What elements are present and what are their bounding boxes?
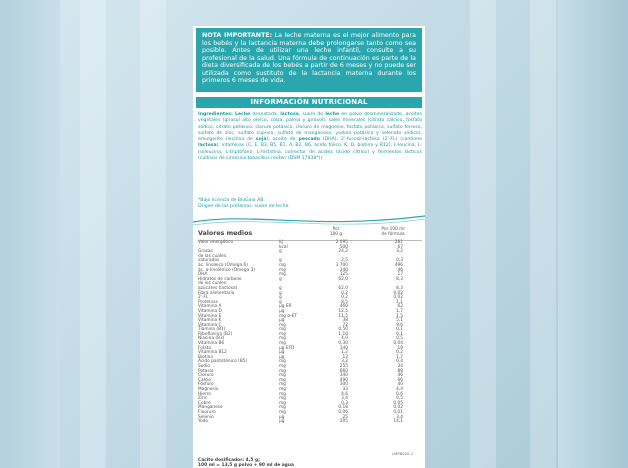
nutrient-name: Tiamina (B1): [198, 327, 226, 333]
nutrient-name: Fósforo: [198, 382, 214, 388]
nutrient-name: Proteínas: [198, 299, 218, 305]
value-per-100ml: 62: [397, 304, 403, 310]
nutrient-unit: mg: [279, 267, 286, 273]
column-header-per-100ml: [368, 228, 418, 237]
value-per-100ml: 1,7: [396, 308, 403, 314]
value-per-100g: 24,2: [338, 249, 348, 255]
value-per-100g: 1,10: [338, 331, 348, 337]
value-per-100g: 0,30: [338, 341, 348, 347]
nutrient-name: Sodio: [198, 364, 210, 370]
value-per-100g: 11,5: [338, 313, 348, 319]
column-header-per-100g: [316, 228, 356, 237]
nutrient-name: Niacina (B3): [198, 336, 225, 342]
value-per-100ml: 34: [397, 364, 403, 370]
nutrient-name: azúcares (lactosa): [198, 285, 238, 291]
value-per-100ml: 281: [394, 240, 403, 245]
value-per-100g: 0,2: [341, 290, 348, 296]
value-per-100ml: 0,02: [393, 290, 403, 296]
value-per-100ml: 496: [394, 262, 403, 268]
value-per-100ml: 0,1: [396, 327, 403, 333]
value-per-100ml: 8,3: [396, 285, 403, 291]
nutrient-name: Hierro: [198, 391, 212, 397]
nutrient-unit: mg: [279, 272, 286, 278]
important-note: [196, 28, 422, 92]
nutrient-name: Hidratos de carbono: [198, 276, 242, 282]
nutrient-unit: mg: [279, 409, 286, 415]
value-per-100ml: 0,01: [393, 409, 403, 415]
nutrient-unit: mg: [279, 400, 286, 406]
ingredients-footnotes: [198, 198, 422, 211]
nutrient-unit: mg: [279, 359, 286, 365]
value-per-100ml: 40: [397, 382, 403, 388]
nutrient-unit: µg: [279, 419, 285, 425]
value-per-100g: 72: [342, 322, 348, 328]
nutrient-unit: mg: [279, 387, 286, 392]
value-per-100ml: 0,04: [393, 341, 403, 347]
value-per-100g: 2 095: [335, 240, 348, 245]
nutrition-info-title: INFORMACIÓN NUTRICIONAL: [196, 97, 422, 108]
nutrient-name: Vitamina D: [198, 308, 222, 314]
background-stripe: [140, 0, 166, 468]
bacterium-name: Limosilactobacillus reuteri: [226, 156, 287, 162]
nutrient-name: 2'-FL: [198, 295, 209, 301]
table-title: Valores medios: [198, 230, 253, 237]
value-per-100ml: 46: [397, 267, 403, 273]
nutrient-name: Calcio: [198, 377, 212, 383]
value-per-100g: 2,5: [341, 258, 348, 264]
value-per-100ml: 0,6: [396, 391, 403, 397]
value-per-100ml: 1,5: [396, 313, 403, 319]
nutrient-unit: mg: [279, 336, 286, 342]
nutrient-name: Magnesio: [198, 387, 219, 392]
value-per-100g: 8,5: [341, 299, 348, 305]
value-per-100ml: 0,02: [393, 295, 403, 301]
value-per-100g: 0,18: [338, 405, 348, 411]
allergen-pescado: pescado: [298, 137, 320, 143]
nutrient-name: Fibra alimentaria: [198, 290, 235, 296]
nutrient-unit: kcal: [279, 244, 288, 250]
nutrient-name: de los cuales:: [198, 281, 228, 287]
value-per-100ml: 0,5: [396, 396, 403, 402]
value-per-100g: 0,2: [341, 295, 348, 301]
table-body: [198, 241, 422, 425]
nutrient-name: saturadas: [198, 258, 220, 264]
allergen-soja: soja: [255, 137, 267, 143]
nutrient-name: Vitamina C: [198, 322, 222, 328]
column-header-line: Por: [332, 227, 340, 232]
nutrient-unit: mg: [279, 377, 286, 383]
note-text: La leche materna es el mejor alimento para los bebés y la lactancia materna debe prolongarse tanto como sea posible. Antes de utilizar una leche infantil, consulte a su profesional de la salud. Una fórmula de continuación es parte de la dieta diversificada de los bebés a partir de 6 meses y no puede ser utilizada como sustituto de la lactancia materna durante los primeros 6 meses de vida.: [202, 32, 416, 84]
value-per-100g: 62,0: [338, 276, 348, 282]
value-per-100ml: 14,1: [393, 419, 403, 425]
nutrient-unit: mg: [279, 322, 286, 328]
allergen-lactosa: lactosa: [280, 112, 299, 117]
background-stripe: [470, 0, 496, 468]
value-per-100ml: 0,02: [393, 405, 403, 411]
value-per-100g: 340: [339, 373, 348, 379]
nutrient-unit: µg: [279, 414, 285, 420]
value-per-100ml: 19: [397, 345, 403, 351]
nutrient-unit: µg: [279, 350, 285, 356]
nutrient-name: Vitamina B6: [198, 341, 225, 347]
nutrient-name: ác. α-linolénico (Omega 3): [198, 267, 255, 273]
allergen-leche: Leche: [234, 112, 251, 117]
nutrient-name: Yodo: [198, 419, 209, 425]
allergen-leche: leche: [325, 112, 340, 117]
value-per-100ml: 46: [397, 373, 403, 379]
ingredients-part: desnatada,: [252, 112, 279, 117]
nutrient-name: Vitamina A: [198, 304, 222, 310]
background-stripe: [530, 0, 556, 468]
value-per-100g: 4,6: [341, 391, 348, 397]
dosage-footer: [198, 459, 422, 468]
column-header-line: de fórmula: [381, 231, 405, 237]
nutrient-unit: mg: [279, 396, 286, 402]
value-per-100g: 490: [339, 377, 348, 383]
nutrition-table: [198, 228, 422, 425]
left-background-band: [0, 0, 60, 468]
value-per-100ml: 0,4: [396, 359, 403, 365]
value-per-100ml: 4,4: [396, 387, 403, 392]
value-per-100ml: 0,05: [393, 400, 403, 406]
nutrient-unit: mg: [279, 331, 286, 337]
nutrient-name: Selenio: [198, 414, 214, 420]
nutrient-name: DHA: [198, 272, 208, 278]
value-per-100g: 12,5: [338, 308, 348, 314]
nutrient-name: de las cuales:: [198, 253, 228, 259]
value-per-100ml: 67: [397, 244, 403, 250]
ingredients-text: [198, 112, 422, 210]
value-per-100ml: 9,6: [396, 322, 403, 328]
value-per-100g: 500: [339, 244, 348, 250]
value-per-100g: 0,06: [338, 409, 348, 415]
value-per-100g: 105: [339, 419, 348, 425]
nutrient-unit: mg: [279, 327, 286, 333]
value-per-100g: 125: [339, 272, 348, 278]
value-per-100g: 13: [342, 354, 348, 360]
nutrient-unit: g: [279, 285, 282, 291]
value-per-100g: 4,0: [341, 336, 348, 342]
note-lead: NOTA IMPORTANTE:: [202, 32, 273, 39]
value-per-100g: 460: [339, 304, 348, 310]
ingredients-part: ), vitaminas (C, E, B3, B5, B1, A, B2, B6, ácido fólico, K, D, biotina y B12), L-leucina, L-isoleucina, L-triptófano, L-histidina, corrector de acidez (ácido cítrico) y fermentos lácticos (cultivos de: [198, 143, 422, 162]
value-per-100ml: 8,3: [396, 276, 403, 282]
nutrient-unit: mg: [279, 364, 286, 370]
nutrient-unit: mg: [279, 405, 286, 411]
nutrient-unit: mg α-ET: [279, 313, 298, 319]
nutrient-name: Manganeso: [198, 405, 223, 411]
value-per-100ml: 3,2: [396, 249, 403, 255]
nutrient-unit: g: [279, 249, 282, 255]
value-per-100g: 340: [339, 267, 348, 273]
value-per-100ml: 66: [397, 377, 403, 383]
column-header-line: Por 100 ml: [381, 227, 405, 232]
nutrient-name: ác. linoleico (Omega 6): [198, 262, 248, 268]
right-background-band: [558, 0, 628, 468]
value-per-100g: 1,2: [341, 350, 348, 356]
product-code: LMP8020-1: [392, 451, 414, 456]
nutrient-unit: µg: [279, 318, 285, 324]
nutrient-unit: g: [279, 295, 282, 301]
background-stripe: [80, 0, 106, 468]
nutrient-name: Zinc: [198, 396, 208, 402]
ingredients-part: en polvo desmineralizado, aceites vegetales (girasol alto oleico, colza, palma y girasol), sales minerales (citrato cálcico, fosfato sódico, citrato potásico, cloruro potásico, cloruro de magnesio, fosfato potásico, sulfato ferroso, sulfato de zinc, sulfato cúprico, sulfato de manganeso, yoduro potásico y selenato sódico), emulgente (lecitina de: [198, 112, 422, 143]
nutrient-name: Riboflavina (B2): [198, 331, 233, 337]
scoop-size: Cacito dosificador: 4,5 g;: [198, 458, 260, 463]
nutrient-name: Valor energético: [198, 240, 234, 245]
ingredients-part: ), aceite de: [266, 137, 296, 143]
value-per-100g: 33: [342, 387, 348, 392]
nutrient-name: Potasio: [198, 368, 214, 374]
license-note: *Bajo licencia de BioGaia AB.: [198, 198, 265, 203]
nutrient-unit: g: [279, 258, 282, 264]
table-row: [198, 420, 422, 425]
value-per-100g: 0,3: [341, 400, 348, 406]
value-per-100g: 140: [339, 345, 348, 351]
ingredients-part: (DHA), 2'-fucosil-lactosa (2'-FL) (contiene: [322, 137, 422, 143]
allergen-lactosa: lactosa: [198, 143, 217, 149]
value-per-100ml: 88: [397, 368, 403, 374]
value-per-100ml: 0,1: [396, 331, 403, 337]
nutrient-unit: mg: [279, 382, 286, 388]
nutrient-unit: mg: [279, 368, 286, 374]
nutrient-unit: mg: [279, 341, 286, 347]
nutrient-unit: mg: [279, 391, 286, 397]
value-per-100g: 3,4: [341, 396, 348, 402]
value-per-100ml: 1,1: [396, 299, 403, 305]
value-per-100g: 300: [339, 382, 348, 388]
nutrient-name: Folato: [198, 345, 212, 351]
nutrient-unit: mg: [279, 262, 286, 268]
nutrient-unit: µg: [279, 308, 285, 314]
nutrient-unit: µg ER: [279, 304, 292, 310]
nutrient-name: Vitamina B12: [198, 350, 227, 356]
ingredients-label: Ingredientes:: [198, 112, 233, 117]
value-per-100ml: 0,3: [396, 258, 403, 264]
nutrient-name: Vitamina K: [198, 318, 222, 324]
nutrient-unit: g: [279, 276, 282, 282]
value-per-100g: 255: [339, 364, 348, 370]
column-header-line: 100 g: [329, 231, 343, 237]
value-per-100g: 62,0: [338, 285, 348, 291]
value-per-100ml: 0,5: [396, 336, 403, 342]
value-per-100g: 38: [342, 318, 348, 324]
value-per-100g: 25: [342, 414, 348, 420]
nutrient-name: Grasas: [198, 249, 213, 255]
nutrient-name: Cloruro: [198, 373, 214, 379]
value-per-100g: 660: [339, 368, 348, 374]
nutrient-unit: µg: [279, 354, 285, 360]
nutrient-unit: g: [279, 299, 282, 305]
value-per-100ml: 1,7: [396, 354, 403, 360]
nutrient-name: Vitamina E: [198, 313, 222, 319]
value-per-100g: 3,2: [341, 359, 348, 365]
nutrient-name: Ácido pantoténico (B5): [198, 359, 248, 365]
protein-origin-note: Origen de las proteínas: suero de leche.: [198, 204, 290, 210]
nutrient-unit: kJ: [279, 240, 283, 245]
value-per-100ml: 0,2: [396, 350, 403, 356]
nutrient-unit: g: [279, 290, 282, 296]
ingredients-part: (DSM 17938*)).: [287, 156, 324, 162]
nutrient-name: Biotina: [198, 354, 214, 360]
nutrient-unit: mg: [279, 373, 286, 379]
value-per-100g: 3 700: [335, 262, 348, 268]
value-per-100g: 0,50: [338, 327, 348, 333]
nutrient-unit: µg EFD: [279, 345, 295, 351]
value-per-100ml: 5,1: [396, 318, 403, 324]
preparation-ratio: 100 ml = 13,5 g polvo + 90 ml de agua: [198, 462, 294, 468]
nutrient-name: Cobre: [198, 400, 211, 406]
nutrient-name: Fluoruro: [198, 409, 216, 415]
value-per-100ml: 17: [397, 272, 403, 278]
ingredients-part: , suero de: [298, 112, 324, 117]
value-per-100ml: 3,4: [396, 414, 403, 420]
